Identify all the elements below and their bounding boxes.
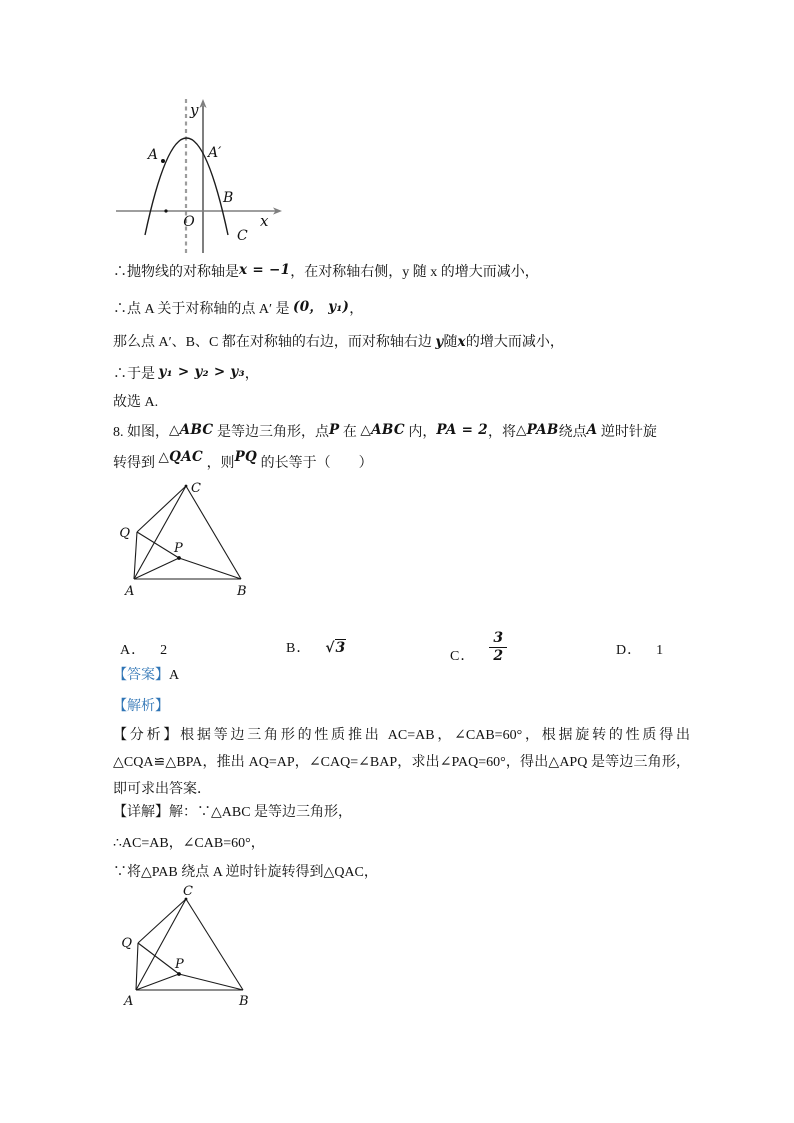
option-b-value: √3	[325, 640, 346, 656]
question8-line2	[113, 449, 373, 472]
point-c-dot	[185, 485, 188, 488]
point-a-label: A	[147, 147, 158, 163]
point-a-dot	[161, 159, 165, 163]
solution7-line4-math: y₁ > y₂ > y₃	[158, 364, 245, 380]
math-triangle-pab: △PAB	[515, 422, 559, 438]
question8-line1	[113, 421, 657, 441]
option-a-value: 2	[160, 643, 168, 658]
detail-line3: ∵将△PAB 绕点 A 逆时针旋转得到△QAC，	[113, 865, 378, 880]
solution7-line4-pre: ∴于是	[113, 367, 155, 382]
math-triangle-abc: △ABC	[169, 422, 214, 438]
solution7-line4-post: ，	[244, 367, 259, 382]
point-c-label: C	[237, 228, 248, 244]
option-a-label: A．	[120, 643, 147, 658]
solution7-line3-pre: 那么点 A′、B、C 都在对称轴的右边，而对称轴右边	[113, 335, 432, 350]
triangle-figure-1-canvas	[113, 481, 263, 603]
parabola-figure-canvas	[100, 95, 295, 257]
edge-qc	[137, 486, 186, 532]
label-p: P	[175, 957, 184, 972]
point-a-prime-label: A′	[208, 145, 222, 161]
answer-label: 【答案】	[113, 668, 169, 683]
math-pa-2: PA = 2	[436, 422, 488, 438]
solution7-conclusion: 故选 A.	[113, 395, 159, 410]
parabola-figure	[100, 95, 295, 257]
edge-aq	[136, 943, 138, 990]
option-c-denominator: 2	[489, 647, 507, 665]
option-c-label: C．	[450, 648, 476, 664]
edge-qc	[138, 899, 186, 943]
point-p-dot	[177, 556, 181, 560]
math-triangle-abc2: △ABC	[360, 422, 405, 438]
option-d	[616, 639, 663, 659]
option-a	[120, 639, 167, 659]
math-triangle-qac: △QAC	[158, 449, 204, 465]
edge-ap	[136, 974, 179, 990]
point-p-dot	[177, 972, 181, 976]
solution7-line4	[113, 363, 259, 383]
detail-line2: ∴AC=AB，∠CAB=60°，	[113, 836, 265, 851]
option-b	[286, 637, 346, 657]
detail-line1: 【详解】解：∵△ABC 是等边三角形，	[113, 805, 353, 820]
label-a: A	[125, 584, 135, 599]
origin-label: O	[183, 214, 195, 230]
question8-text1: 是等边三角形，点	[216, 425, 329, 440]
triangle-1-edges	[134, 486, 241, 579]
solution7-line1	[113, 261, 539, 281]
x-axis-point-dot	[164, 209, 167, 212]
label-a: A	[124, 994, 134, 1009]
math-point-p: P	[328, 422, 340, 438]
option-b-label: B．	[286, 641, 312, 656]
question8-text8: ，则	[206, 456, 235, 471]
solution7-line2-pre: ∴点 A 关于对称轴的点 A′ 是	[113, 302, 290, 317]
label-p: P	[174, 541, 183, 556]
solution7-line3-math1: y	[435, 334, 444, 350]
question8-text7: 转得到	[113, 456, 155, 471]
answer-line	[113, 664, 179, 684]
math-point-a: A	[586, 422, 598, 438]
edge-aq	[134, 532, 137, 579]
solution7-line1-post: ，在对称轴右侧，y 随 x 的增大而减小，	[290, 265, 539, 280]
label-q: Q	[119, 526, 130, 541]
question8-text4: ，将	[487, 425, 516, 440]
label-c: C	[191, 481, 201, 496]
edge-bc	[186, 486, 241, 579]
solution7-line3-math2: x	[457, 334, 466, 350]
question8-text9: 的长等于（ ）	[260, 456, 373, 471]
x-axis-label: x	[260, 212, 269, 230]
option-b-radicand: 3	[335, 640, 346, 656]
label-c: C	[183, 884, 193, 899]
y-axis-label: y	[190, 101, 199, 119]
label-b: B	[237, 584, 247, 599]
triangle-figure-2-canvas	[98, 883, 256, 1009]
question8-text5: 绕点	[558, 425, 587, 440]
label-b: B	[239, 994, 249, 1009]
solution7-line2	[113, 297, 363, 318]
answer-value: A	[169, 668, 180, 683]
solution7-line2-post: ，	[349, 302, 364, 317]
triangle-figure-1	[113, 481, 263, 603]
jiexi-line	[113, 695, 169, 715]
solution7-line3	[113, 331, 564, 351]
triangle-2-edges	[136, 899, 243, 990]
option-d-value: 1	[656, 643, 664, 658]
question8-text6: 逆时针旋	[600, 425, 657, 440]
edge-pb	[179, 558, 241, 579]
option-c	[450, 630, 507, 674]
solution7-line5	[113, 391, 158, 411]
jiexi-label: 【解析】	[113, 699, 169, 714]
option-c-value	[489, 630, 507, 665]
fenxi-paragraph: 【分析】根据等边三角形的性质推出 AC=AB，∠CAB=60°，根据旋转的性质得出△CQA≌△BPA，推出 AQ=AP，∠CAQ=∠BAP，求出∠PAQ=60°，得出△APQ 是等边三角形，即可求出答案．	[113, 728, 690, 797]
question8-text2: 在	[342, 425, 357, 440]
solution7-line3-post: 的增大而减小，	[465, 335, 564, 350]
edge-qp	[138, 943, 179, 974]
solution7-line2-math: (0， y₁)	[293, 299, 350, 315]
solution7-line3-mid: 随	[443, 335, 458, 350]
option-c-numerator: 3	[493, 630, 504, 646]
solution7-line1-math: x = −1	[239, 262, 291, 278]
point-b-label: B	[223, 190, 234, 206]
edge-pb	[179, 974, 243, 990]
triangle-figure-2	[98, 883, 256, 1009]
math-pq: PQ	[234, 449, 258, 465]
question8-number: 8. 如图，	[113, 425, 169, 440]
solution7-line1-pre: ∴抛物线的对称轴是	[113, 265, 239, 280]
option-d-label: D．	[616, 643, 643, 658]
edge-ca	[134, 486, 186, 579]
question8-text3: 内，	[408, 425, 437, 440]
edge-bc	[186, 899, 243, 990]
label-q: Q	[121, 936, 132, 951]
edge-ca	[136, 899, 186, 990]
edge-ap	[134, 558, 179, 579]
